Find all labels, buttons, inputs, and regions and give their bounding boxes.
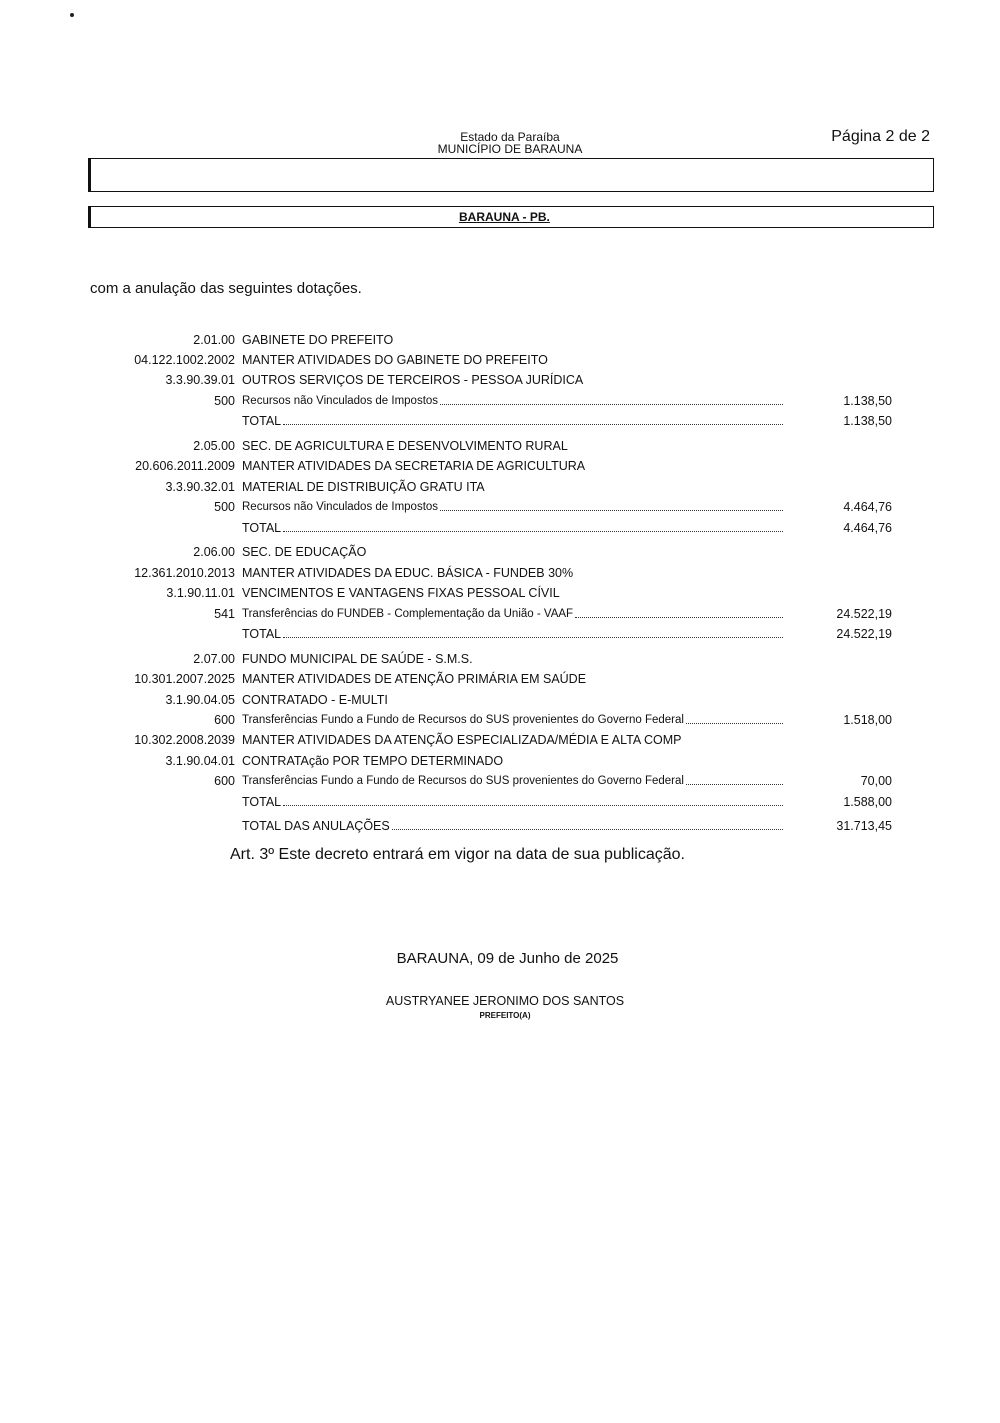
scan-speck <box>70 13 74 17</box>
row-description <box>242 542 366 562</box>
location-box <box>88 206 934 228</box>
row-description-text: GABINETE DO PREFEITO <box>242 332 394 347</box>
row-value: 24.522,19 <box>836 606 892 621</box>
row-description <box>242 710 783 730</box>
dot-leader <box>686 771 783 785</box>
table-row <box>0 497 1000 517</box>
row-code: 04.122.1002.2002 <box>134 352 235 367</box>
table-row <box>0 751 1000 771</box>
table-row <box>0 436 1000 456</box>
row-code: 3.3.90.32.01 <box>165 479 235 494</box>
row-description <box>242 583 560 603</box>
row-description <box>242 391 783 411</box>
header-box <box>88 158 934 192</box>
row-description-text: MATERIAL DE DISTRIBUIÇÃO GRATU ITA <box>242 479 485 494</box>
place-date: BARAUNA, 09 de Junho de 2025 <box>396 950 619 967</box>
table-row <box>0 350 1000 370</box>
row-description-text: SEC. DE EDUCAÇÃO <box>242 545 367 560</box>
row-description-text: VENCIMENTOS E VANTAGENS FIXAS PESSOAL CÍVIL <box>242 586 560 601</box>
row-value: 1.518,00 <box>843 713 892 728</box>
page-number: Página 2 de 2 <box>831 128 930 145</box>
row-description-text: TOTAL <box>242 414 282 429</box>
dot-leader <box>392 816 783 830</box>
table-row <box>0 518 1000 538</box>
table-row <box>0 391 1000 411</box>
row-description <box>242 690 388 710</box>
table-row <box>0 710 1000 730</box>
row-value: 4.464,76 <box>843 500 892 515</box>
table-row <box>0 816 1000 836</box>
state-name: Estado da Paraíba <box>460 130 560 144</box>
dot-leader <box>283 624 783 638</box>
row-description <box>242 350 548 370</box>
row-description <box>242 792 783 812</box>
row-value: 1.588,00 <box>843 794 892 809</box>
location-label: BARAUNA - PB. <box>459 210 550 224</box>
table-row <box>0 669 1000 689</box>
dot-leader <box>283 518 783 532</box>
row-code: 3.1.90.04.01 <box>165 753 235 768</box>
row-description <box>242 518 783 538</box>
table-row <box>0 649 1000 669</box>
dot-leader <box>283 411 783 425</box>
dot-leader <box>575 604 783 618</box>
row-value: 70,00 <box>860 774 892 789</box>
row-code: 2.07.00 <box>193 651 235 666</box>
row-code: 10.302.2008.2039 <box>134 733 235 748</box>
row-value: 24.522,19 <box>836 626 892 641</box>
row-code: 500 <box>214 393 235 408</box>
row-code: 3.1.90.04.05 <box>165 692 235 707</box>
table-row <box>0 690 1000 710</box>
row-code: 500 <box>214 500 235 515</box>
row-description <box>242 370 583 390</box>
row-description <box>242 456 585 476</box>
row-description <box>242 563 573 583</box>
table-row <box>0 563 1000 583</box>
row-description-text: Recursos não Vinculados de Impostos <box>242 394 439 407</box>
table-row <box>0 771 1000 791</box>
row-description-text: CONTRATAção POR TEMPO DETERMINADO <box>242 753 504 768</box>
row-value: 31.713,45 <box>836 819 892 834</box>
row-description-text: MANTER ATIVIDADES DO GABINETE DO PREFEITO <box>242 352 548 367</box>
row-value: 4.464,76 <box>843 520 892 535</box>
row-description <box>242 771 783 791</box>
table-row <box>0 624 1000 644</box>
row-description <box>242 751 503 771</box>
table-row <box>0 477 1000 497</box>
dot-leader <box>440 497 783 511</box>
row-code: 2.01.00 <box>193 332 235 347</box>
table-row <box>0 542 1000 562</box>
row-description-text: FUNDO MUNICIPAL DE SAÚDE - S.M.S. <box>242 651 473 666</box>
row-description <box>242 330 393 350</box>
row-description-text: TOTAL <box>242 794 282 809</box>
row-description-text: MANTER ATIVIDADES DA SECRETARIA DE AGRICULTURA <box>242 459 586 474</box>
row-description-text: Transferências Fundo a Fundo de Recursos do SUS provenientes do Governo Federal <box>242 714 684 727</box>
row-description-text: OUTROS SERVIÇOS DE TERCEIROS - PESSOA JURÍDICA <box>242 373 584 388</box>
dot-leader <box>283 792 783 806</box>
table-row <box>0 456 1000 476</box>
row-code: 600 <box>214 713 235 728</box>
row-description <box>242 730 681 750</box>
row-description <box>242 669 586 689</box>
row-description <box>242 649 473 669</box>
row-description-text: TOTAL <box>242 520 282 535</box>
table-row <box>0 330 1000 350</box>
row-description <box>242 624 783 644</box>
row-description-text: Recursos não Vinculados de Impostos <box>242 501 439 514</box>
row-description-text: SEC. DE AGRICULTURA E DESENVOLVIMENTO RURAL <box>242 438 568 453</box>
signatory-role: PREFEITO(A) <box>479 1011 531 1020</box>
row-description <box>242 604 783 624</box>
row-description-text: CONTRATADO - E-MULTI <box>242 692 388 707</box>
table-row <box>0 370 1000 390</box>
row-code: 2.06.00 <box>193 545 235 560</box>
row-value: 1.138,50 <box>843 414 892 429</box>
table-row <box>0 792 1000 812</box>
row-code: 2.05.00 <box>193 438 235 453</box>
row-code: 10.301.2007.2025 <box>134 672 235 687</box>
row-description <box>242 816 783 836</box>
row-description <box>242 436 568 456</box>
municipality-name: MUNICÍPIO DE BARAUNA <box>437 142 583 156</box>
table-row <box>0 583 1000 603</box>
row-code: 541 <box>214 606 235 621</box>
row-description-text: Transferências Fundo a Fundo de Recursos do SUS provenientes do Governo Federal <box>242 775 684 788</box>
row-code: 20.606.2011.2009 <box>135 459 235 474</box>
row-description-text: Transferências do FUNDEB - Complementação da União - VAAF <box>242 607 574 620</box>
table-row <box>0 730 1000 750</box>
table-row <box>0 604 1000 624</box>
row-description <box>242 497 783 517</box>
row-code: 12.361.2010.2013 <box>134 565 235 580</box>
annulment-table <box>0 325 1000 837</box>
article-text: Art. 3º Este decreto entrará em vigor na data de sua publicação. <box>230 846 685 863</box>
row-value: 1.138,50 <box>843 393 892 408</box>
table-row <box>0 411 1000 431</box>
dot-leader <box>686 710 783 724</box>
row-code: 3.1.90.11.01 <box>166 586 235 601</box>
signatory-name: AUSTRYANEE JERONIMO DOS SANTOS <box>385 994 625 1008</box>
row-description-text: TOTAL DAS ANULAÇÕES <box>242 819 390 834</box>
row-code: 3.3.90.39.01 <box>165 373 235 388</box>
row-description-text: TOTAL <box>242 626 282 641</box>
row-description <box>242 411 783 431</box>
row-description-text: MANTER ATIVIDADES DA EDUC. BÁSICA - FUNDEB 30% <box>242 565 574 580</box>
dot-leader <box>440 391 783 405</box>
row-description <box>242 477 485 497</box>
intro-text: com a anulação das seguintes dotações. <box>90 280 362 297</box>
row-description-text: MANTER ATIVIDADES DA ATENÇÃO ESPECIALIZADA/MÉDIA E ALTA COMP <box>242 733 682 748</box>
row-description-text: MANTER ATIVIDADES DE ATENÇÃO PRIMÁRIA EM SAÚDE <box>242 672 587 687</box>
row-code: 600 <box>214 774 235 789</box>
